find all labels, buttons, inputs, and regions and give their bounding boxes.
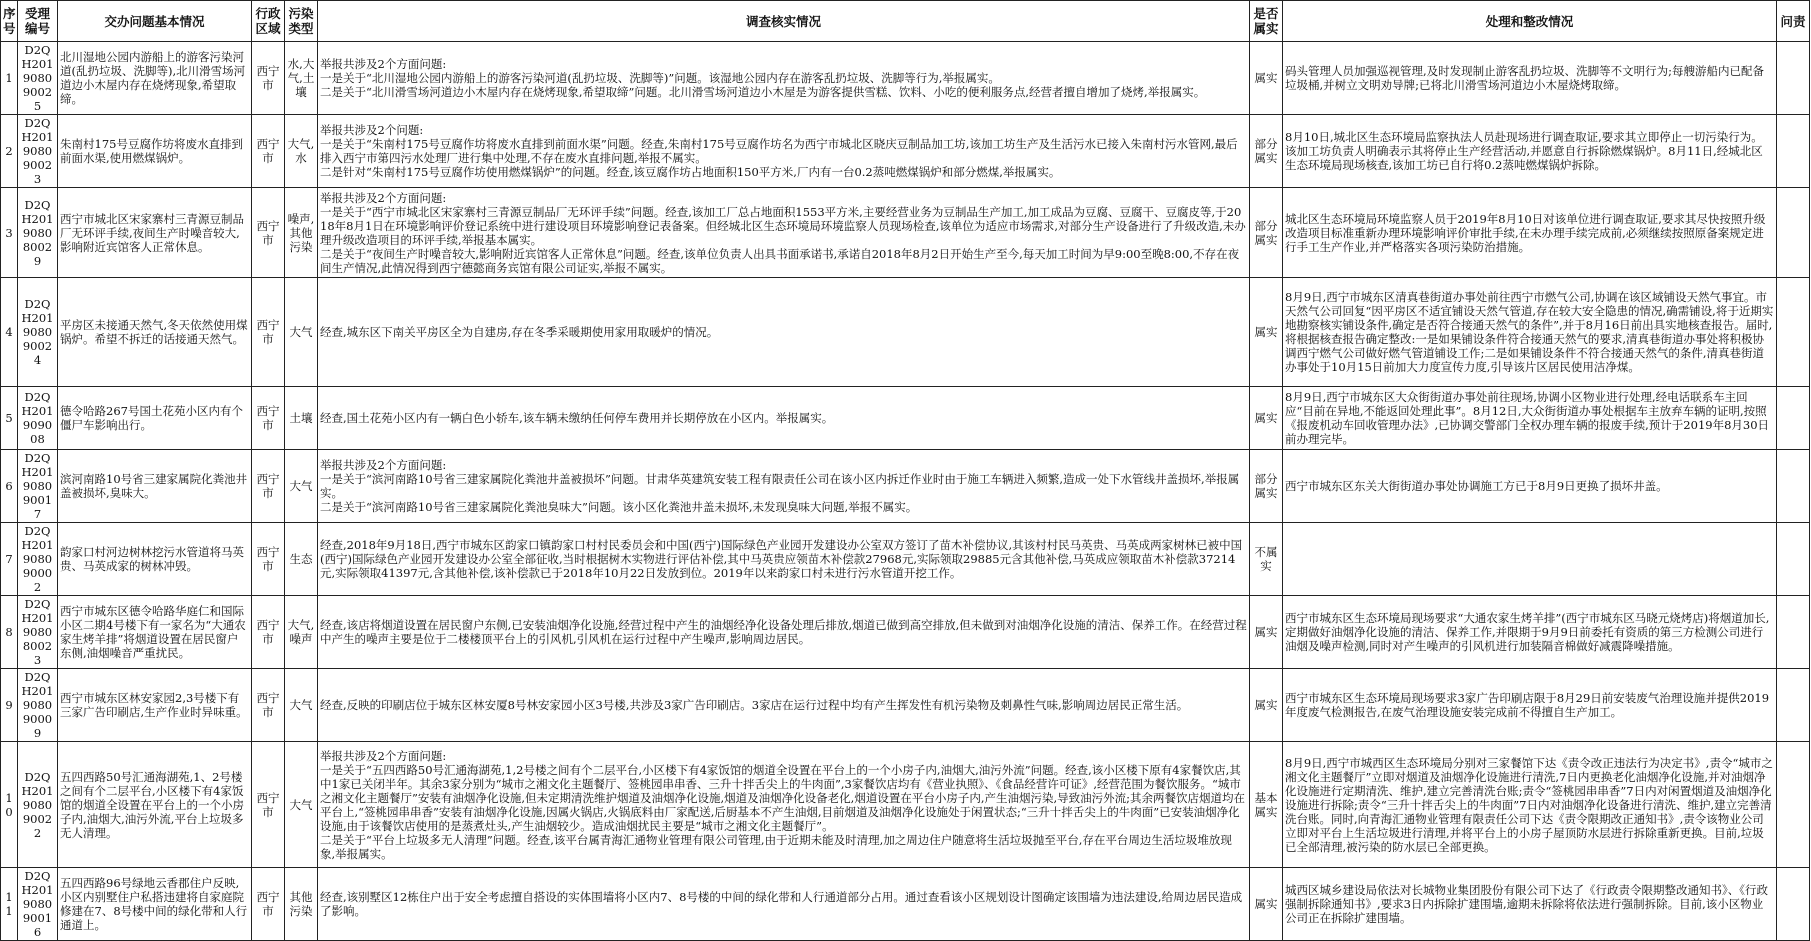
cell-seq: 5 [1,387,18,450]
cell-investigation [318,188,1250,278]
cell-investigation [318,450,1250,523]
cell-code: D2QH201908080023 [18,596,58,669]
investigation-line: 经查,反映的印刷店位于城东区林安厦8号林安家园小区3号楼,共涉及3家广告印刷店。3家店在运行过程中均有产生挥发性有机污染物及刺鼻性气味,影响周边居民正常生活。 [320,698,1189,712]
cell-problem: 西宁市城北区宋家寨村三青源豆制品厂无环评手续,夜间生产时噪音较大,影响附近宾馆客人正常休息。 [58,188,252,278]
cell-investigation [318,115,1250,188]
cell-handling: 西宁市城东区生态环境局现场要求3家广告印刷店限于8月29日前安装废气治理设施并提供2019年度废气检测报告,在废气治理设施安装完成前不得擅自生产加工。 [1283,669,1777,742]
cell-handling [1283,523,1777,596]
cell-pollution: 其他污染 [285,868,318,941]
cell-code: D2QH201908090016 [18,868,58,941]
investigation-line: 一是关于“滨河南路10号省三建家属院化粪池井盖被损坏”问题。甘肃华英建筑安装工程有限责任公司在该小区内拆迁作业时由于施工车辆进入频繁,造成一处下水管线井盖损坏,举报属实。 [320,472,1240,500]
cell-handling: 码头管理人员加强巡视管理,及时发现制止游客乱扔垃圾、洗脚等不文明行为;每艘游船内已配备垃圾桶,并树立文明劝导牌;已将北川滑雪场河道边小木屋烧烤取缔。 [1283,42,1777,115]
cell-district: 西宁市 [252,387,285,450]
cell-seq: 4 [1,278,18,387]
cell-pollution: 土壤 [285,387,318,450]
cell-pollution: 大气 [285,450,318,523]
cell-handling: 城北区生态环境局环境监察人员于2019年8月10日对该单位进行调查取证,要求其尽快按照升级改造项目标准重新办理环境影响评价审批手续,在未办理手续完成前,必须继续按照原备案规定进行手工生产作业,并严格落实各项污染防治措施。 [1283,188,1777,278]
cell-district: 西宁市 [252,42,285,115]
cell-verified: 基本属实 [1250,742,1283,868]
cell-code: D2QH201908090023 [18,115,58,188]
cell-code: D2QH201908080029 [18,188,58,278]
investigation-line: 经查,国土花苑小区内有一辆白色小轿车,该车辆未缴纳任何停车费用并长期停放在小区内。举报属实。 [320,411,834,425]
cell-district: 西宁市 [252,868,285,941]
cell-pollution: 噪声,其他污染 [285,188,318,278]
cell-seq: 3 [1,188,18,278]
table-row [1,42,1810,115]
header-problem: 交办问题基本情况 [58,1,252,42]
cell-seq: 10 [1,742,18,868]
header-code: 受理编号 [18,1,58,42]
cell-seq: 1 [1,42,18,115]
table-row [1,278,1810,387]
cell-investigation [318,278,1250,387]
cell-pollution: 大气,水 [285,115,318,188]
header-investigation: 调查核实情况 [318,1,1250,42]
investigation-line: 一是关于“朱南村175号豆腐作坊将废水直排到前面水渠”问题。经查,朱南村175号豆腐作坊名为西宁市城北区晓庆豆制品加工坊,该加工坊生产及生活污水已接入朱南村污水管网,最后排入西宁市第四污水处理厂进行集中处理,不存在废水直排问题,举报不属实。 [320,137,1238,165]
investigation-line: 举报共涉及2个方面问题: [320,748,447,763]
table-row [1,868,1810,941]
cell-handling: 8月9日,西宁市城东区清真巷街道办事处前往西宁市燃气公司,协调在该区域铺设天然气事宜。市天然气公司回复“因平房区不适宜铺设天然气管道,存在较大安全隐患的情况,确需铺设,将于近期实地勘察核实铺设条件,确定是否符合接通天然气的条件”,并于8月16日前出具实地核查报告。届时,将根据核查报告确定整改:一是如果铺设条件符合接通天然气的要求,清真巷街道办事处将积极协调西宁燃气公司做好燃气管道铺设工作;二是如果铺设条件不符合接通天然气的条件,清真巷街道办事处于10月15日前加大力度宣传力度,引导该片区居民使用洁净煤。 [1283,278,1777,387]
cell-verified: 属实 [1250,868,1283,941]
cell-investigation [318,742,1250,868]
cell-code: D2QH201908090024 [18,278,58,387]
header-handling: 处理和整改情况 [1283,1,1777,42]
cell-pollution: 生态 [285,523,318,596]
header-row [1,1,1810,42]
cell-investigation [318,523,1250,596]
cell-verified: 属实 [1250,387,1283,450]
table-row [1,450,1810,523]
cell-verified: 部分属实 [1250,188,1283,278]
header-pollution: 污染类型 [285,1,318,42]
investigation-line: 举报共涉及2个方面问题: [320,458,447,472]
cell-verified: 部分属实 [1250,450,1283,523]
cell-code: D2QH201908090009 [18,669,58,742]
cell-problem: 西宁市城东区德令哈路华庭仁和国际小区二期4号楼下有一家名为“大通农家生烤羊排”将烟道设置在居民窗户东侧,油烟噪音严重扰民。 [58,596,252,669]
cell-seq: 9 [1,669,18,742]
cell-investigation [318,868,1250,941]
table-body [1,42,1810,941]
cell-code: D2QH201908090025 [18,42,58,115]
cell-seq: 11 [1,868,18,941]
investigation-line: 举报共涉及2个方面问题: [320,57,447,71]
cell-seq: 7 [1,523,18,596]
header-accountability: 问责 [1777,1,1810,42]
cell-problem: 五四西路50号汇通海湖苑,1、2号楼之间有个二层平台,小区楼下有4家饭馆的烟道全设置在平台上的一个小房子内,油烟大,油污外流,平台上垃圾多无人清理。 [58,742,252,868]
cell-investigation [318,669,1250,742]
investigation-line: 二是关于“平台上垃圾多无人清理”问题。经查,该平台属青海汇通物业管理有限公司管理,由于近期未能及时清理,加之周边住户随意将生活垃圾抛至平台,存在平台周边生活垃圾堆放现象,举报属实。 [320,832,1232,861]
investigation-line: 二是关于“滨河南路10号省三建家属院化粪池臭味大”问题。该小区化粪池井盖未损坏,未发现臭味大问题,举报不属实。 [320,500,918,514]
cell-district: 西宁市 [252,278,285,387]
cell-accountability [1777,278,1810,387]
cell-code: D2QH201909008 [18,387,58,450]
cell-seq: 8 [1,596,18,669]
cell-verified: 属实 [1250,42,1283,115]
cell-district: 西宁市 [252,523,285,596]
cell-investigation [318,387,1250,450]
table-row [1,596,1810,669]
cell-verified: 属实 [1250,596,1283,669]
cell-investigation [318,596,1250,669]
cell-district: 西宁市 [252,115,285,188]
investigation-line: 举报共涉及2个问题: [320,123,424,137]
cell-accountability [1777,669,1810,742]
cell-problem: 五四西路96号绿地云香郡住户反映,小区内别墅住户私搭违建将自家庭院修建在7、8号楼中间的绿化带和人行通道上。 [58,868,252,941]
cell-handling: 城西区城乡建设局依法对长城物业集团股份有限公司下达了《行政责令限期整改通知书》、《行政强制拆除通知书》,要求3日内拆除扩建围墙,逾期未拆除将依法进行强制拆除。目前,该小区物业公司正在拆除扩建围墙。 [1283,868,1777,941]
cell-handling: 8月10日,城北区生态环境局监察执法人员赴现场进行调查取证,要求其立即停止一切污染行为。该加工坊负责人明确表示其将停止生产经营活动,并愿意自行拆除燃煤锅炉。8月11日,经城北区生态环境局现场核查,该加工坊已自行将0.2蒸吨燃煤锅炉拆除。 [1283,115,1777,188]
table-row [1,669,1810,742]
cell-handling: 8月9日,西宁市城西区生态环境局分别对三家餐馆下达《责令改正违法行为决定书》,责令“城市之湘文化主题餐厅”立即对烟道及油烟净化设施进行清洗,7日内更换老化油烟净化设施,并对油烟净化设施进行定期清洗、维护,建立完善清洗台账;责令“签桃园串串香”7日内对闲置烟道及油烟净化设施进行拆除;责令“三升十拌舌尖上的牛肉面”7日内对油烟净化设备进行清洗、维护,建立完善清洗台账。同时,向青海汇通物业管理有限责任公司下达《责令限期改正通知书》,责令该物业公司立即对平台上生活垃圾进行清理,并将平台上的小房子屋顶防水层进行拆除重新更换。目前,垃圾已全部清理,被污染的防水层已全部更换。 [1283,742,1777,868]
cell-problem: 平房区未接通天然气,冬天依然使用煤锅炉。希望不拆迁的话接通天然气。 [58,278,252,387]
cell-accountability [1777,387,1810,450]
investigation-line: 一是关于“西宁市城北区宋家寨村三青源豆制品厂无环评手续”问题。经查,该加工厂总占地面积1553平方米,主要经营业务为豆制品生产加工,加工成品为豆腐、豆腐干、豆腐皮等,于2018年8月1日在环境影响评价登记系统中进行建设项目环境影响登记表备案。但经城北区生态环境局环境监察人员现场检查,该单位为适应市场需求,对部分生产设备进行了升级改造,未办理升级改造项目的环评手续,举报基本属实。 [320,204,1246,247]
cell-problem: 朱南村175号豆腐作坊将废水直排到前面水渠,使用燃煤锅炉。 [58,115,252,188]
cell-pollution: 大气 [285,669,318,742]
investigation-line: 一是关于“五四西路50号汇通海湖苑,1,2号楼之间有个二层平台,小区楼下有4家饭馆的烟道全设置在平台上的一个小房子内,油烟大,油污外流”问题。经查,该小区楼下原有4家餐饮店,其中1家已关闭半年。其余3家分别为“城市之湘文化主题餐厅、签桃园串串香、三升十拌舌尖上的牛肉面”,3家餐饮店均有《营业执照》、《食品经营许可证》,经营范围为餐饮服务。“城市之湘文化主题餐厅”安装有油烟净化设施,但未定期清洗维护烟道及油烟净化设施,烟道及油烟净化设备老化,烟道设置在平台小房子内,产生油烟污染,导致油污外流;其余两餐饮店烟道均在平台上,“签桃园串串香”安装有油烟净化设施,因属火锅店,火锅底料由厂家配送,后厨基本不产生油烟,目前烟道及油烟净化设施处于闲置状态;“三升十拌舌尖上的牛肉面”已安装油烟净化设施,由于该餐饮店使用的是蒸煮灶头,产生油烟较少。造成油烟扰民主要是“城市之湘文化主题餐厅”。 [320,762,1246,833]
table-row [1,188,1810,278]
cell-accountability [1777,596,1810,669]
investigation-line: 经查,2018年9月18日,西宁市城东区韵家口镇韵家口村村民委员会和中国(西宁)国际绿色产业园开发建设办公室双方签订了苗木补偿协议,其该村村民马英贵、马英成两家树林已被中国(西宁)国际绿色产业园开发建设办公室全部征收,当时根据树木实物进行评估补偿,其中马英贵应领苗木补偿款27968元,实际领取29885元含其他补偿,马英成应领取苗木补偿款37214元,实际领取41397元,含其他补偿,该补偿款已于2018年10月22日发放到位。2019年以来韵家口村未进行污水管道开挖工作。 [320,538,1243,580]
cell-accountability [1777,742,1810,868]
cell-problem: 德令哈路267号国土花苑小区内有个僵尸车影响出行。 [58,387,252,450]
cell-problem: 西宁市城东区林安家园2,3号楼下有三家广告印刷店,生产作业时异味重。 [58,669,252,742]
cell-district: 西宁市 [252,669,285,742]
cell-pollution: 大气,噪声 [285,596,318,669]
cell-district: 西宁市 [252,742,285,868]
cell-accountability [1777,523,1810,596]
cell-district: 西宁市 [252,188,285,278]
cell-verified: 属实 [1250,669,1283,742]
cell-pollution: 大气 [285,742,318,868]
cell-pollution: 水,大气,土壤 [285,42,318,115]
cell-verified: 部分属实 [1250,115,1283,188]
cell-code: D2QH201908090002 [18,523,58,596]
investigation-line: 举报共涉及2个方面问题: [320,190,447,205]
header-district: 行政区域 [252,1,285,42]
cell-problem: 北川湿地公园内游船上的游客污染河道(乱扔垃圾、洗脚等),北川滑雪场河道边小木屋内存在烧烤现象,希望取缔。 [58,42,252,115]
table-row [1,523,1810,596]
cell-accountability [1777,868,1810,941]
cell-handling: 西宁市城东区东关大街街道办事处协调施工方已于8月9日更换了损坏井盖。 [1283,450,1777,523]
cell-problem: 韵家口村河边树林挖污水管道将马英贵、马英成家的树林冲毁。 [58,523,252,596]
cell-handling: 西宁市城东区生态环境局现场要求“大通农家生烤羊排”(西宁市城东区马晓元烧烤店)将烟道加长,定期做好油烟净化设施的清洁、保养工作,并限期于9月9日前委托有资质的第三方检测公司进行油烟及噪声检测,同时对产生噪声的引风机进行加装隔音棉做好减震降噪措施。 [1283,596,1777,669]
header-seq: 序号 [1,1,18,42]
cell-code: D2QH201908090017 [18,450,58,523]
investigation-line: 二是关于“夜间生产时噪音较大,影响附近宾馆客人正常休息”问题。经查,该单位负责人出具书面承诺书,承诺自2018年8月2日开始生产至今,每天加工时间为早9:00至晚8:00,不存在夜间生产情况,此情况得到西宁德懿商务宾馆有限公司证实,举报不属实。 [320,246,1240,275]
cell-seq: 2 [1,115,18,188]
cell-seq: 6 [1,450,18,523]
table-row [1,387,1810,450]
investigation-line: 经查,该店将烟道设置在居民窗户东侧,已安装油烟净化设施,经营过程中产生的油烟经净化设备处理后排放,烟道已做到高空排放,但未做到对油烟净化设施的清洁、保养工作。在经营过程中产生的噪声主要是位于二楼楼顶平台上的引风机,引风机在运行过程中产生噪声,影响周边居民。 [320,618,1247,646]
cell-investigation [318,42,1250,115]
cell-district: 西宁市 [252,596,285,669]
cell-accountability [1777,188,1810,278]
cell-accountability [1777,115,1810,188]
cell-verified: 属实 [1250,278,1283,387]
table-row [1,742,1810,868]
cell-accountability [1777,450,1810,523]
investigation-line: 经查,城东区下南关平房区全为自建房,存在冬季采暖期使用家用取暖炉的情况。 [320,325,719,339]
investigation-line: 二是针对“朱南村175号豆腐作坊使用燃煤锅炉”的问题。经查,该豆腐作坊占地面积150平方米,厂内有一台0.2蒸吨燃煤锅炉和部分燃煤,举报属实。 [320,165,1061,179]
cell-problem: 滨河南路10号省三建家属院化粪池井盖被损坏,臭味大。 [58,450,252,523]
investigation-line: 二是关于“北川滑雪场河道边小木屋内存在烧烤现象,希望取缔”问题。北川滑雪场河道边小木屋是为游客提供雪糕、饮料、小吃的便利服务点,经营者擅自增加了烧烤,举报属实。 [320,85,1206,99]
cell-accountability [1777,42,1810,115]
cell-handling: 8月9日,西宁市城东区大众街街道办事处前往现场,协调小区物业进行处理,经电话联系车主回应“目前在异地,不能返回处理此事”。8月12日,大众街街道办事处根据车主放弃车辆的证明,按照《报废机动车回收管理办法》,已协调交警部门全权办理车辆的报废手续,预计于2019年8月30日前办理完毕。 [1283,387,1777,450]
investigation-line: 经查,该别墅区12栋住户出于安全考虑擅自搭设的实体围墙将小区内7、8号楼的中间的绿化带和人行通道部分占用。通过查看该小区规划设计图确定该围墙为违法建设,给周边居民造成了影响。 [320,890,1243,918]
table-row [1,115,1810,188]
cell-verified: 不属实 [1250,523,1283,596]
investigation-line: 一是关于“北川湿地公园内游船上的游客污染河道(乱扔垃圾、洗脚等)”问题。该湿地公园内存在游客乱扔垃圾、洗脚等行为,举报属实。 [320,71,1000,85]
cell-code: D2QH201908090022 [18,742,58,868]
cell-pollution: 大气 [285,278,318,387]
cell-district: 西宁市 [252,450,285,523]
header-verified: 是否属实 [1250,1,1283,42]
